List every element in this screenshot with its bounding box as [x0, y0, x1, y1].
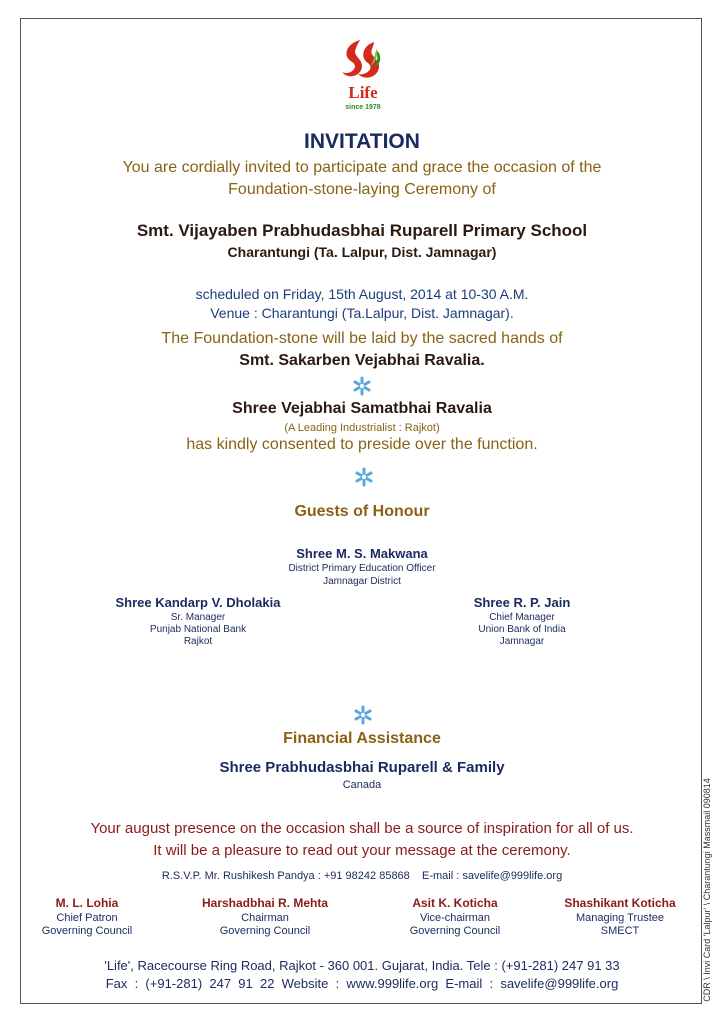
- guests-heading: Guests of Honour: [294, 503, 430, 520]
- guest-left-name: Shree Kandarp V. Dholakia: [115, 595, 281, 610]
- official-name: M. L. Lohia: [55, 896, 119, 910]
- closing-line-2: It will be a pleasure to read out your message at the ceremony.: [153, 842, 571, 859]
- school-location: Charantungi (Ta. Lalpur, Dist. Jamnagar): [227, 244, 497, 260]
- guest-center-name: Shree M. S. Makwana: [296, 546, 428, 561]
- side-note: [700, 778, 714, 1002]
- official-3: [396, 896, 514, 937]
- preside-line: has kindly consented to preside over the function.: [186, 436, 538, 453]
- guest-left-line3: Rajkot: [183, 636, 213, 647]
- official-body: Governing Council: [409, 925, 501, 937]
- preside-name: Shree Vejabhai Samatbhai Ravalia: [232, 400, 492, 417]
- schedule-venue: Venue : Charantungi (Ta.Lalpur, Dist. Jamnagar).: [210, 305, 514, 321]
- guest-right-line1: Chief Manager: [489, 612, 555, 623]
- official-name: Harshadbhai R. Mehta: [201, 896, 329, 910]
- schedule-date: scheduled on Friday, 15th August, 2014 at 10-30 A.M.: [195, 286, 529, 302]
- financial-name: Shree Prabhudasbhai Ruparell & Family: [219, 759, 505, 776]
- official-role: Managing Trustee: [575, 912, 665, 924]
- official-role: Chief Patron: [56, 912, 118, 924]
- life-logo: [338, 36, 388, 112]
- official-body: Governing Council: [41, 925, 133, 937]
- guest-center-line1: District Primary Education Officer: [288, 563, 436, 574]
- guest-right-name: Shree R. P. Jain: [473, 595, 571, 610]
- side-note-text: CDR \ Invi Card 'Lalpur' \ Charantungi Massmail 090814: [702, 778, 712, 1002]
- official-role: Vice-chairman: [419, 912, 491, 924]
- school-name: Smt. Vijayaben Prabhudasbhai Ruparell Primary School: [136, 221, 588, 240]
- official-role: Chairman: [241, 912, 289, 924]
- official-4: [556, 896, 684, 937]
- logo-tagline: since 1978: [345, 104, 381, 111]
- guest-right: [442, 595, 602, 647]
- snowflake-icon: [353, 705, 373, 725]
- guest-center-line2: Jamnagar District: [323, 576, 401, 587]
- snowflake-icon: [354, 467, 374, 487]
- official-1: [32, 896, 142, 937]
- footer-contact: Fax : (+91-281) 247 91 22 Website : www.999life.org E-mail : savelife@999life.org: [105, 976, 619, 991]
- financial-heading: Financial Assistance: [283, 730, 441, 747]
- official-body: SMECT: [600, 925, 640, 937]
- guest-right-line3: Jamnagar: [499, 636, 545, 647]
- rsvp-line: R.S.V.P. Mr. Rushikesh Pandya : +91 98242 85868 E-mail : savelife@999life.org: [161, 870, 563, 882]
- footer-address: 'Life', Racecourse Ring Road, Rajkot - 360 001. Gujarat, India. Tele : (+91-281) 247 91 33: [104, 958, 620, 973]
- financial-place: Canada: [342, 779, 382, 791]
- closing-line-1: Your august presence on the occasion shall be a source of inspiration for all of us.: [90, 820, 634, 837]
- logo-brand: Life: [348, 83, 378, 102]
- intro-line-2: Foundation-stone-laying Ceremony of: [228, 181, 496, 198]
- official-name: Shashikant Koticha: [564, 896, 676, 910]
- official-body: Governing Council: [219, 925, 311, 937]
- guest-left-line2: Punjab National Bank: [149, 624, 247, 635]
- snowflake-icon: [352, 376, 372, 396]
- intro-line-1: You are cordially invited to participate and grace the occasion of the: [122, 159, 602, 176]
- guest-right-line2: Union Bank of India: [478, 624, 566, 635]
- preside-designation: (A Leading Industrialist : Rajkot): [284, 422, 440, 434]
- official-2: [190, 896, 340, 937]
- official-name: Asit K. Koticha: [412, 896, 498, 910]
- page-title: INVITATION: [304, 130, 420, 153]
- foundation-person: Smt. Sakarben Vejabhai Ravalia.: [239, 352, 485, 369]
- guest-left: [98, 595, 298, 647]
- foundation-line: The Foundation-stone will be laid by the sacred hands of: [161, 330, 563, 347]
- guest-left-line1: Sr. Manager: [170, 612, 226, 623]
